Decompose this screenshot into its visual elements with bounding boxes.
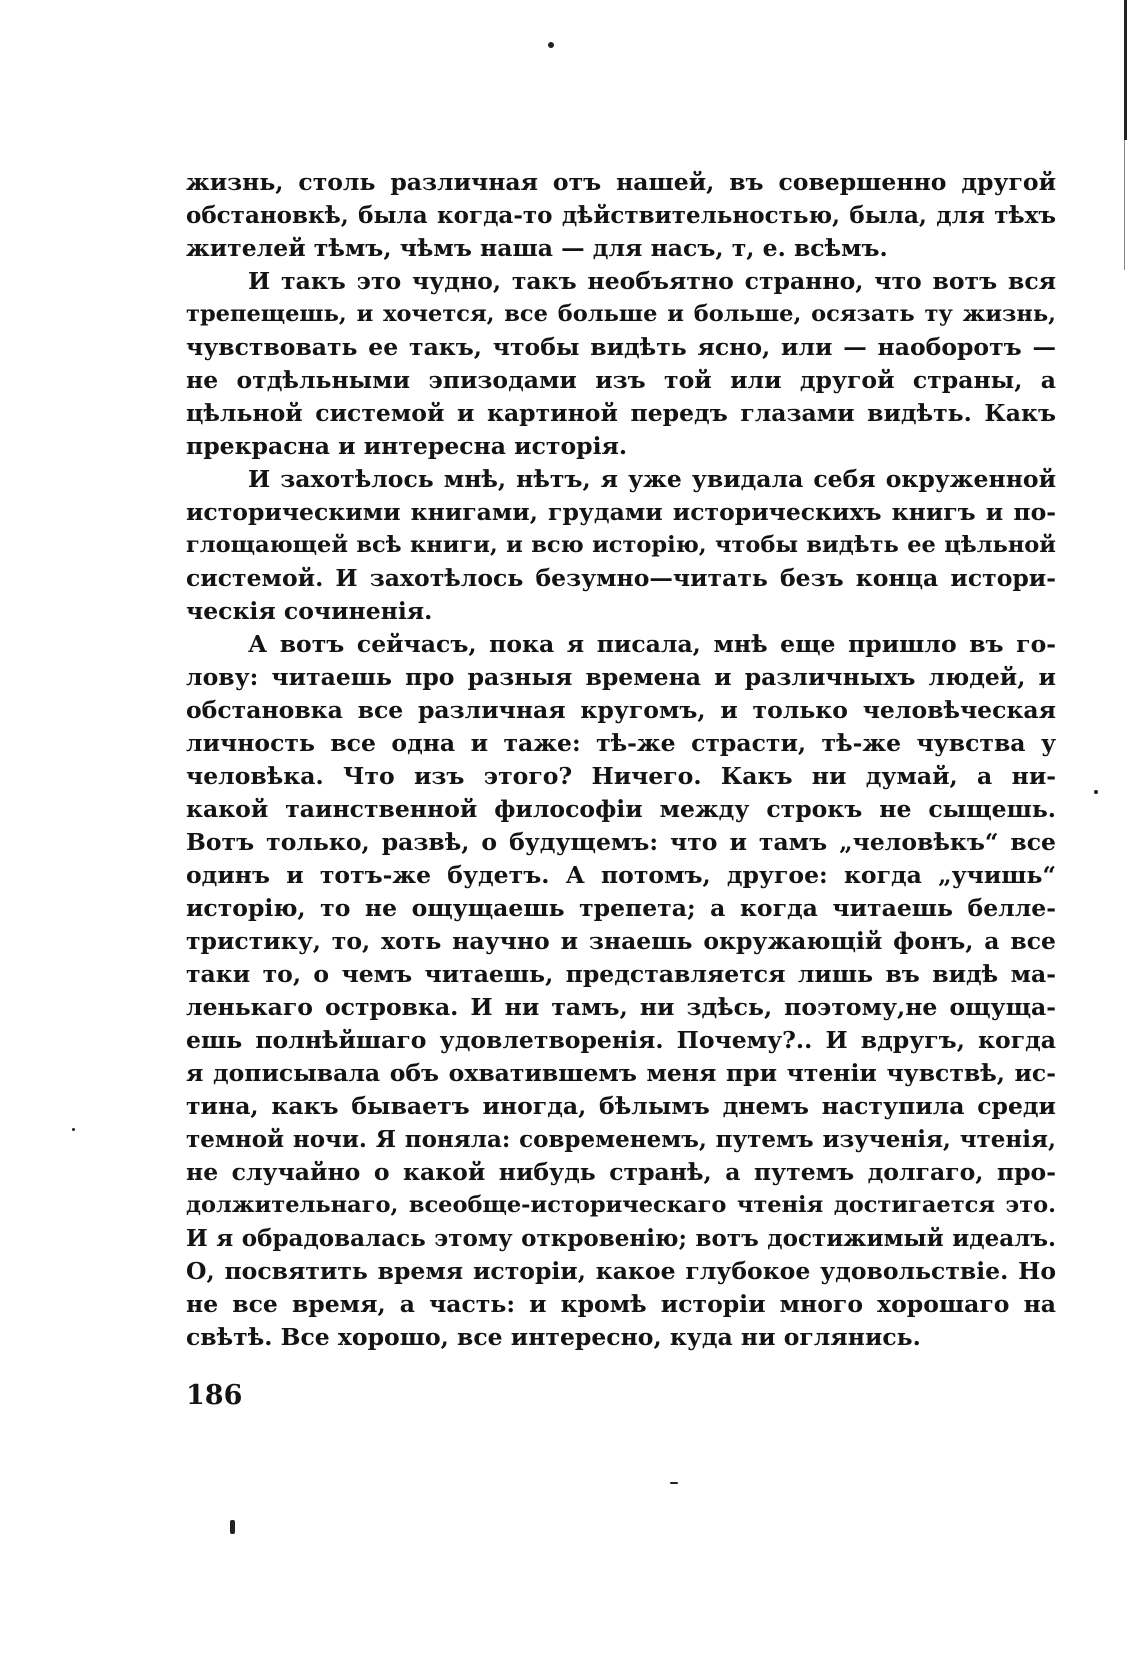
text-line: ешь полнѣйшаго удовлетворенія. Почему?.. И вдругъ, когда	[186, 1026, 1056, 1054]
text-line: А вотъ сейчасъ, пока я писала, мнѣ еще пришло въ го-	[248, 630, 1056, 658]
text-line: обстановкѣ, была когда-то дѣйствительностью, была, для тѣхъ	[186, 202, 1056, 229]
text-line: таки то, о чемъ читаешь, представляется лишь въ видѣ ма-	[186, 960, 1056, 988]
text-line: прекрасна и интересна исторія.	[186, 432, 628, 460]
ink-speck-top	[548, 42, 554, 48]
ink-speck-right	[1094, 790, 1098, 794]
text-line: не отдѣльными эпизодами изъ той или другой страны, а	[186, 366, 1056, 394]
text-line: какой таинственной философіи между строкъ не сыщешь.	[186, 795, 1056, 823]
text-line: исторію, то не ощущаешь трепета; а когда читаешь белле-	[186, 894, 1056, 922]
text-line: цѣльной системой и картиной передъ глазами видѣть. Какъ	[186, 399, 1056, 427]
text-line: личность все одна и таже: тѣ-же страсти, тѣ-же чувства у	[186, 729, 1056, 757]
text-line: должительнаго, всеобще-историческаго чтенія достигается это.	[186, 1192, 1056, 1218]
text-line: трепещешь, и хочется, все больше и больше, осязать ту жизнь,	[186, 301, 1056, 327]
text-line: ческія сочиненія.	[186, 597, 433, 625]
text-line: жизнь, столь различная отъ нашей, въ совершенно другой	[186, 168, 1056, 196]
text-line: И я обрадовалась этому откровенію; вотъ достижимый идеалъ.	[186, 1225, 1056, 1252]
text-line: глощающей всѣ книги, и всю исторію, чтобы видѣть ее цѣльной	[186, 532, 1056, 558]
text-line: темной ночи. Я поняла: современемъ, путемъ изученія, чтенія,	[186, 1126, 1056, 1153]
ink-speck-mid	[670, 1482, 678, 1484]
text-line: не все время, а часть: и кромѣ исторіи много хорошаго на	[186, 1290, 1056, 1318]
text-line: О, посвятить время исторіи, какое глубокое удовольствіе. Но	[186, 1257, 1056, 1285]
text-line: чувствовать ее такъ, чтобы видѣть ясно, или — наоборотъ —	[186, 333, 1056, 361]
text-line: тина, какъ бываетъ иногда, бѣлымъ днемъ наступила среди	[186, 1092, 1056, 1120]
page-number: 186	[186, 1380, 243, 1411]
body-text	[186, 166, 1056, 1354]
text-line: не случайно о какой нибудь странѣ, а путемъ долгаго, про-	[186, 1158, 1056, 1186]
text-line: И такъ это чудно, такъ необъятно странно, что вотъ вся	[248, 267, 1056, 295]
text-line: свѣтѣ. Все хорошо, все интересно, куда ни оглянись.	[186, 1323, 921, 1351]
text-line: обстановка все различная кругомъ, и только человѣческая	[186, 696, 1056, 724]
text-line: И захотѣлось мнѣ, нѣтъ, я уже увидала себя окруженной	[248, 465, 1056, 493]
ink-speck-bottom	[230, 1520, 235, 1534]
text-line: системой. И захотѣлось безумно—читать безъ конца истори-	[186, 564, 1056, 592]
text-line: жителей тѣмъ, чѣмъ наша — для насъ, т, е. всѣмъ.	[186, 234, 888, 262]
text-line: Вотъ только, развѣ, о будущемъ: что и тамъ „человѣкъ“ все	[186, 828, 1056, 856]
text-line: ленькаго островка. И ни тамъ, ни здѣсь, поэтому,не ощуща-	[186, 993, 1056, 1021]
text-line: историческими книгами, грудами историческихъ книгъ и по-	[186, 498, 1056, 526]
text-line: человѣка. Что изъ этого? Ничего. Какъ ни думай, а ни-	[186, 762, 1056, 790]
page-edge-line-thin	[1124, 140, 1125, 270]
text-line: лову: читаешь про разныя времена и различныхъ людей, и	[186, 663, 1056, 691]
text-line: одинъ и тотъ-же будетъ. А потомъ, другое: когда „учишь“	[186, 861, 1056, 889]
text-line: я дописывала объ охватившемъ меня при чтеніи чувствѣ, ис-	[186, 1059, 1056, 1087]
ink-speck-left	[72, 1128, 75, 1131]
page-edge-line	[1124, 0, 1127, 140]
text-line: тристику, то, хоть научно и знаешь окружающій фонъ, а все	[186, 927, 1056, 955]
